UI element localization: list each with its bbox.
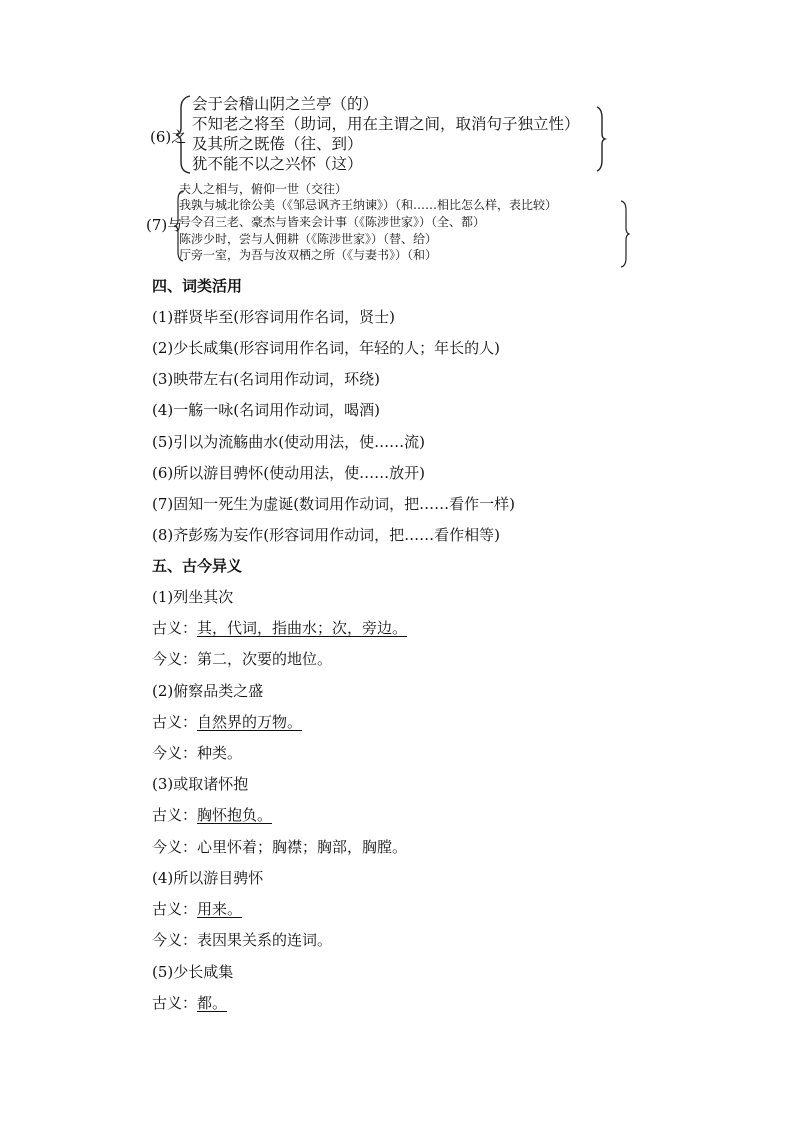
entry-title: (5)少长咸集 xyxy=(152,963,234,981)
entry-title: (3)或取诸怀抱 xyxy=(152,775,249,793)
group-yu xyxy=(146,180,636,270)
list-item: (1)群贤毕至(形容词用作名词，贤士) xyxy=(152,308,395,326)
group-yu-item: 夫人之相与，俯仰一世（交往） xyxy=(179,182,348,196)
group-yu-item: 我孰与城北徐公美（《邹忌讽齐王纳谏》）（和……相比怎么样，表比较） xyxy=(179,198,558,212)
list-item: (7)固知一死生为虚诞(数词用作动词，把……看作一样) xyxy=(152,495,515,513)
list-item: (3)映带左右(名词用作动词，环绕) xyxy=(152,370,380,388)
group-zhi-item: 犹不能不以之兴怀（这） xyxy=(192,155,363,173)
group-zhi-item: 不知老之将至（助词，用在主谓之间，取消句子独立性） xyxy=(192,115,580,133)
entry-title: (1)列坐其次 xyxy=(152,588,234,606)
group-yu-label: (7)与 xyxy=(146,216,183,234)
group-zhi-item: 及其所之既倦（往、到） xyxy=(192,135,363,153)
ancient-meaning: 古义：自然界的万物。 xyxy=(152,713,303,731)
group-yu-item: 厅旁一室，为吾与汝双栖之所（《与妻书》）（和） xyxy=(179,248,438,262)
list-item: (6)所以游目骋怀(使动用法，使……放开) xyxy=(152,464,425,482)
ancient-meaning: 古义：用来。 xyxy=(152,900,243,918)
left-brace-icon xyxy=(175,94,193,174)
group-yu-item: 号令召三老、豪杰与皆来会计事（《陈涉世家》）（全、都） xyxy=(179,215,486,229)
list-item: (2)少长咸集(形容词用作名词，年轻的人；年长的人) xyxy=(152,339,500,357)
right-brace-icon xyxy=(595,106,607,172)
section-heading-ancient-modern: 五、古今异义 xyxy=(152,557,243,575)
list-item: (8)齐彭殇为妄作(形容词用作动词，把……看作相等) xyxy=(152,526,500,544)
right-brace-icon xyxy=(620,200,630,268)
section-heading-word-class: 四、词类活用 xyxy=(152,277,243,295)
group-zhi-label: (6)之 xyxy=(150,128,187,146)
group-yu-item: 陈涉少时，尝与人佣耕（《陈涉世家》）（替、给） xyxy=(179,232,438,246)
modern-meaning: 今义：第二，次要的地位。 xyxy=(152,650,333,668)
entry-title: (2)俯察品类之盛 xyxy=(152,682,264,700)
ancient-meaning: 古义：胸怀抱负。 xyxy=(152,806,273,824)
modern-meaning: 今义：种类。 xyxy=(152,744,243,762)
list-item: (4)一觞一咏(名词用作动词，喝酒) xyxy=(152,401,380,419)
entry-title: (4)所以游目骋怀 xyxy=(152,869,264,887)
list-item: (5)引以为流觞曲水(使动用法，使……流) xyxy=(152,433,425,451)
modern-meaning: 今义：表因果关系的连词。 xyxy=(152,931,333,949)
ancient-meaning: 古义：其，代词，指曲水；次，旁边。 xyxy=(152,619,408,637)
group-zhi xyxy=(150,92,610,174)
modern-meaning: 今义：心里怀着；胸襟；胸部，胸膛。 xyxy=(152,838,408,856)
group-zhi-item: 会于会稽山阴之兰亭（的） xyxy=(192,95,379,113)
ancient-meaning: 古义：都。 xyxy=(152,994,228,1012)
